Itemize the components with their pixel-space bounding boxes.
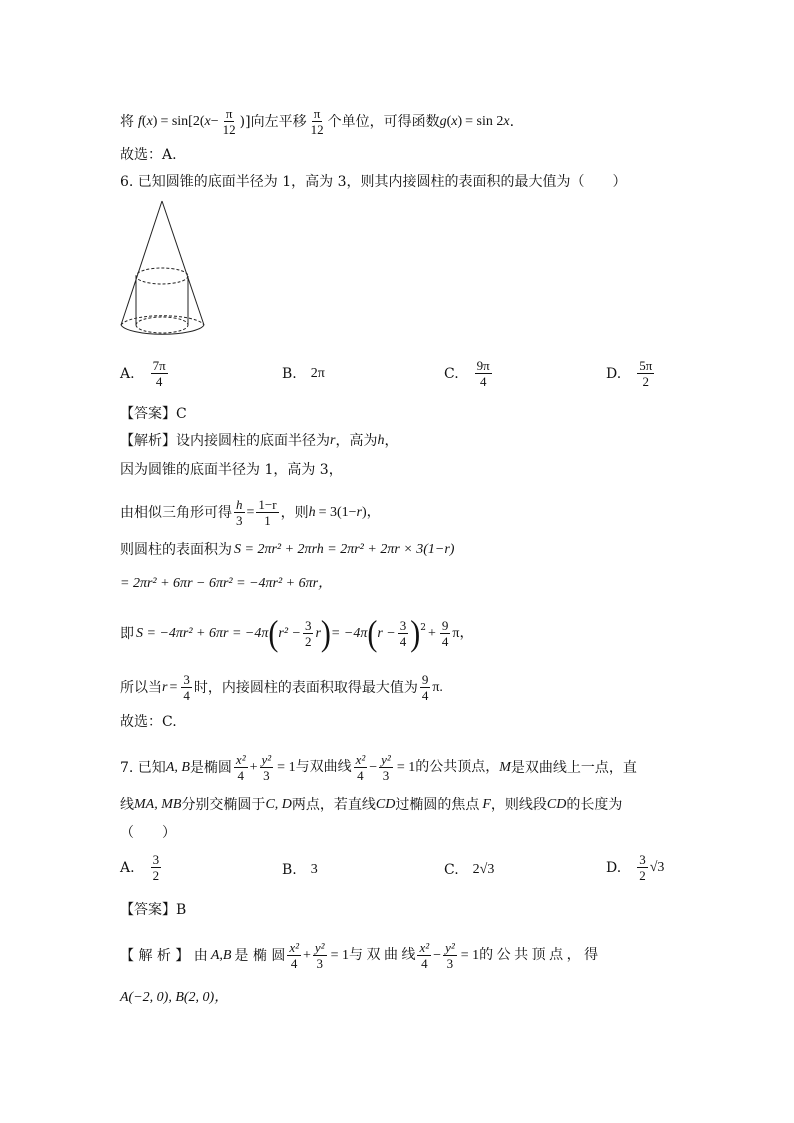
fraction: $\frac{9}{4}$ <box>421 672 429 703</box>
fraction: $\frac{h}{3}$ <box>236 497 243 528</box>
fraction: $\frac{9\pi}{4}$ <box>476 358 490 389</box>
option-a: A. $\frac{3}{2}$ <box>120 852 160 883</box>
option-a: A. $\frac{7\pi}{4}$ <box>120 358 166 389</box>
fraction-pi-12: $\frac{\pi}{12}$ <box>310 106 324 137</box>
option-b: B. 2π <box>282 366 325 382</box>
text: 将 <box>120 113 134 130</box>
math-eq: = sin[2( <box>160 113 205 129</box>
question-7-line2: 线 MA, MB 分别交椭圆于 C, D 两点，若直线 CD 过椭圆的焦点 F ，则线段 CD 的长度为 <box>120 797 623 813</box>
solution-7-line2: A(−2, 0), B(2, 0)， <box>120 990 229 1005</box>
fraction: $\frac{9}{4}$ <box>441 618 449 649</box>
fraction: $\frac{3}{2}$ <box>152 852 160 883</box>
fraction: $\frac{3}{4}$ <box>399 618 407 649</box>
math-minus: − <box>210 113 219 129</box>
choice-line: 故选：A. <box>120 147 177 163</box>
solution-line-surface: 则圆柱的表面积为 S = 2πr² + 2πrh = 2πr² + 2πr × 3(1−r) <box>120 542 455 558</box>
option-c: C. $\frac{9\pi}{4}$ <box>444 358 490 389</box>
answer-6: 【答案】C <box>120 406 187 422</box>
solution-line-similar: 由相似三角形可得 $\frac{h}{3}$ = $\frac{1-r}{1}$ ，则 h = 3(1− r )， <box>120 497 381 528</box>
answer-7: 【答案】B <box>120 902 187 918</box>
option-b: B. 3 <box>282 862 318 878</box>
solution-line-complete-square: 即 S = −4πr² + 6πr = −4π ( r² − $\frac{3}{2}$ r ) = −4π ( r − $\frac{3}{4}$ ) 2 + $\frac{9}{4}$ π， <box>120 613 474 653</box>
question-6: 6. 已知圆锥的底面半径为 1，高为 3，则其内接圆柱的表面积的最大值为（ ） <box>120 174 627 190</box>
fraction: $\frac{\text{y²}}{3}$ <box>445 940 455 971</box>
fraction: $\frac{\text{x²}}{4}$ <box>419 940 430 971</box>
fraction-pi-12: $\frac{\pi}{12}$ <box>222 106 236 137</box>
math-x: x <box>451 113 458 129</box>
fraction: $\frac{\text{y²}}{3}$ <box>261 752 272 783</box>
solution-line: 【解析】设内接圆柱的底面半径为 r ，高为 h ， <box>120 433 399 449</box>
text: . <box>509 113 515 130</box>
math-g: g <box>439 113 447 129</box>
fraction: $\frac{3}{4}$ <box>183 672 190 703</box>
fraction: $\frac{\text{x²}}{4}$ <box>355 752 366 783</box>
math-x: x <box>503 113 510 129</box>
fraction: $\frac{3}{2}$ <box>304 618 312 649</box>
solution-line-shift: 将 f ( x ) = sin[2( x − $\frac{\pi}{12}$ )]向左平移 $\frac{\pi}{12}$ 个单位，可得函数 g ( x ) = sin 2 x . <box>120 106 515 137</box>
option-d: D. $\frac{5\pi}{2}$ <box>606 358 653 389</box>
solution-line-max: 所以当 r = $\frac{3}{4}$ 时，内接圆柱的表面积取得最大值为 $\frac{9}{4}$ π. <box>120 672 443 703</box>
text: 个单位，可得函数 <box>327 113 440 130</box>
question-7-line1: 7. 已知 A, B 是椭圆 $\frac{\text{x²}}{4}$ + $\frac{\text{y²}}{3}$ = 1与双曲线 $\frac{\text{x²}}{4}$ − $\frac{\text{y²}}{3}$ = 1的公共顶点， M 是双曲线上一点，直 <box>120 752 637 783</box>
math-x: x <box>146 113 153 129</box>
fraction: $\frac{\text{x²}}{4}$ <box>235 752 246 783</box>
option-c: C. 2√3 <box>444 862 495 878</box>
math-eq: = sin 2 <box>465 113 504 129</box>
fraction: $\frac{\text{x²}}{4}$ <box>289 940 299 971</box>
fraction: $\frac{7\pi}{4}$ <box>152 358 166 389</box>
option-d: D. $\frac{3}{2}$ √3 <box>606 852 665 883</box>
fraction: $\frac{\text{y²}}{3}$ <box>381 752 391 783</box>
solution-line-expand: = 2πr² + 6πr − 6πr² = −4πr² + 6πr， <box>120 576 333 591</box>
fraction: $\frac{5\pi}{2}$ <box>639 358 653 389</box>
cone-cylinder-diagram <box>118 197 210 343</box>
math-f: f <box>138 113 142 129</box>
solution-line: 因为圆锥的底面半径为 1，高为 3， <box>120 462 343 478</box>
fraction: $\frac{3}{2}$ <box>639 852 646 883</box>
solution-7-line1: 【 解 析 】 由 A,B 是 椭 圆 $\frac{\text{x²}}{4}$ + $\frac{\text{y²}}{3}$ = 1与 双 曲 线 $\frac{\text{x²}}{4}$ − $\frac{\text{y²}}{3}$ = 1的 公 共 顶 点 ， 得 <box>120 940 599 971</box>
question-7-blank: （ ） <box>120 825 176 841</box>
fraction: $\frac{\text{y²}}{3}$ <box>314 940 325 971</box>
text: )]向左平移 <box>239 113 307 130</box>
choice-line: 故选：C. <box>120 714 177 730</box>
math-x: x <box>204 113 211 129</box>
fraction: $\frac{1-r}{1}$ <box>258 497 277 528</box>
